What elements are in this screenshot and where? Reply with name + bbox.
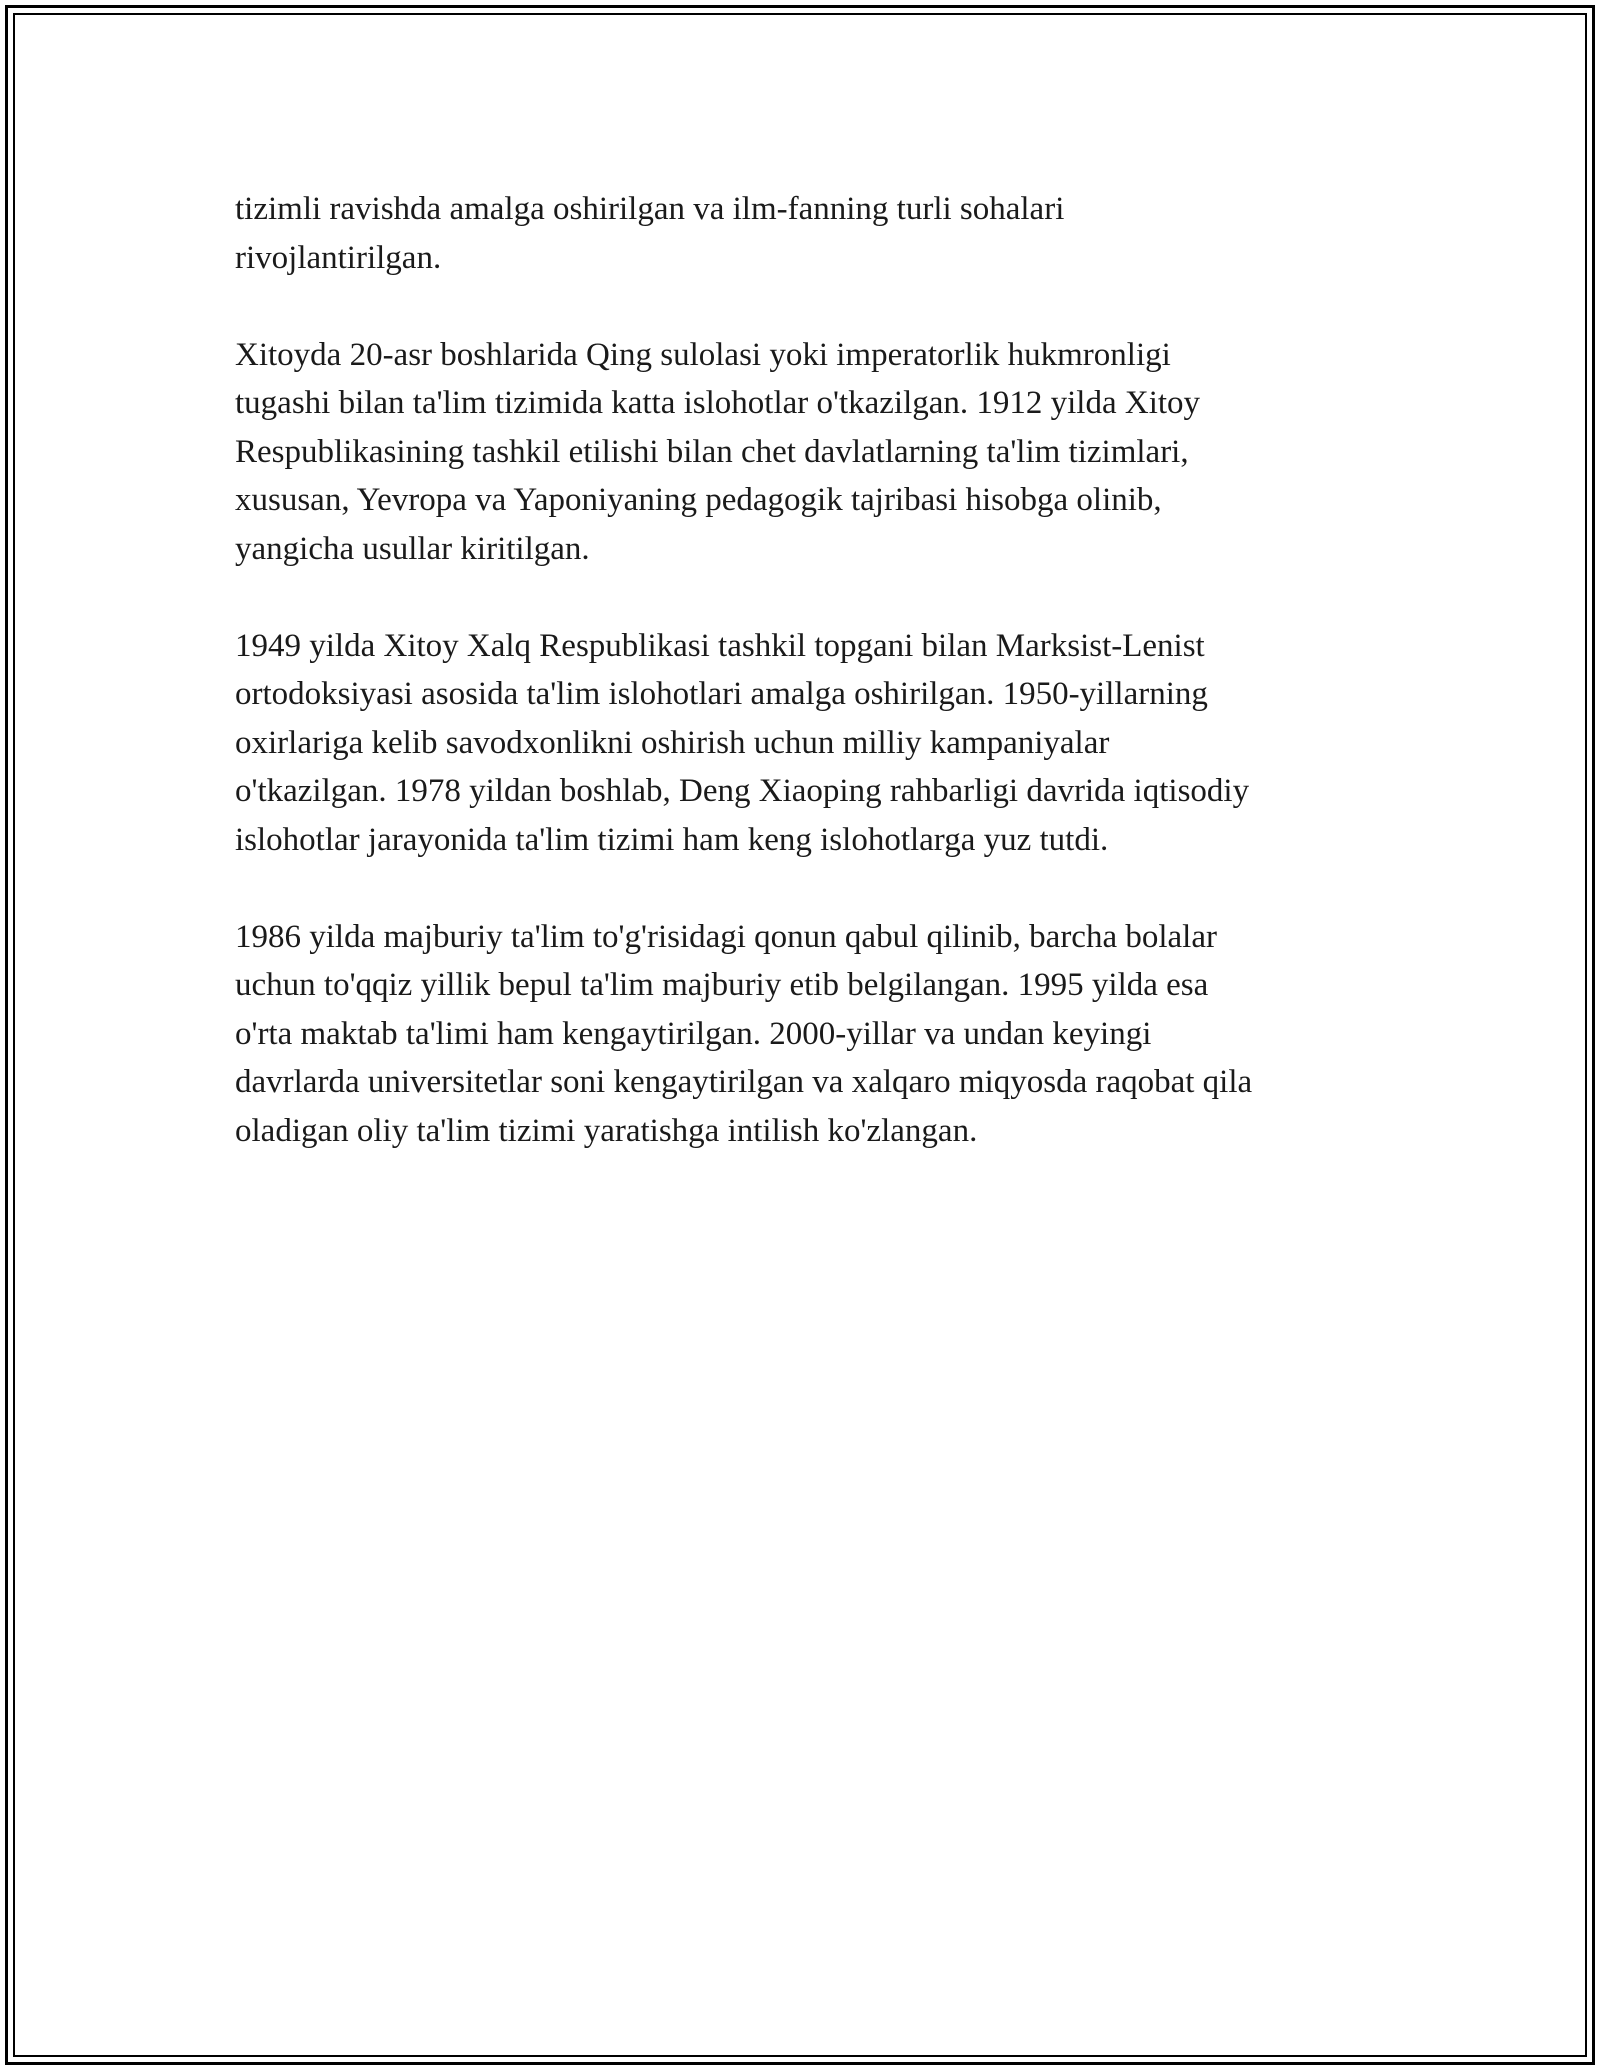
- paragraph-2: Xitoyda 20-asr boshlarida Qing sulolasi yoki imperatorlik hukmronligi tugashi bilan ta'lim tizimida katta islohotlar o'tkazilgan. 1912 yilda Xitoy Respublikasining tashkil etilishi bilan chet davlatlarning ta'lim tizimlari, xususan, Yevropa va Yaponiyaning pedagogik tajribasi hisobga olinib, yangicha usullar kiritilgan.: [235, 336, 1201, 567]
- paragraph-1: tizimli ravishda amalga oshirilgan va ilm-fanning turli sohalari rivojlantirilgan.: [235, 191, 1065, 276]
- document-body: [235, 185, 1375, 1204]
- paragraph-4: 1986 yilda majburiy ta'lim to'g'risidagi qonun qabul qilinib, barcha bolalar uchun to'qqiz yillik bepul ta'lim majburiy etib belgilangan. 1995 yilda esa o'rta maktab ta'limi ham kengaytirilgan. 2000-yillar va undan keyingi davrlarda universitetlar soni kengaytirilgan va xalqaro miqyosda raqobat qila oladigan oliy ta'lim tizimi yaratishga intilish ko'zlangan.: [235, 918, 1253, 1149]
- paragraph-3: 1949 yilda Xitoy Xalq Respublikasi tashkil topgani bilan Marksist-Lenist ortodoksiyasi asosida ta'lim islohotlari amalga oshirilgan. 1950-yillarning oxirlariga kelib savodxonlikni oshirish uchun milliy kampaniyalar o'tkazilgan. 1978 yildan boshlab, Deng Xiaoping rahbarligi davrida iqtisodiy islohotlar jarayonida ta'lim tizimi ham keng islohotlarga yuz tutdi.: [235, 627, 1250, 858]
